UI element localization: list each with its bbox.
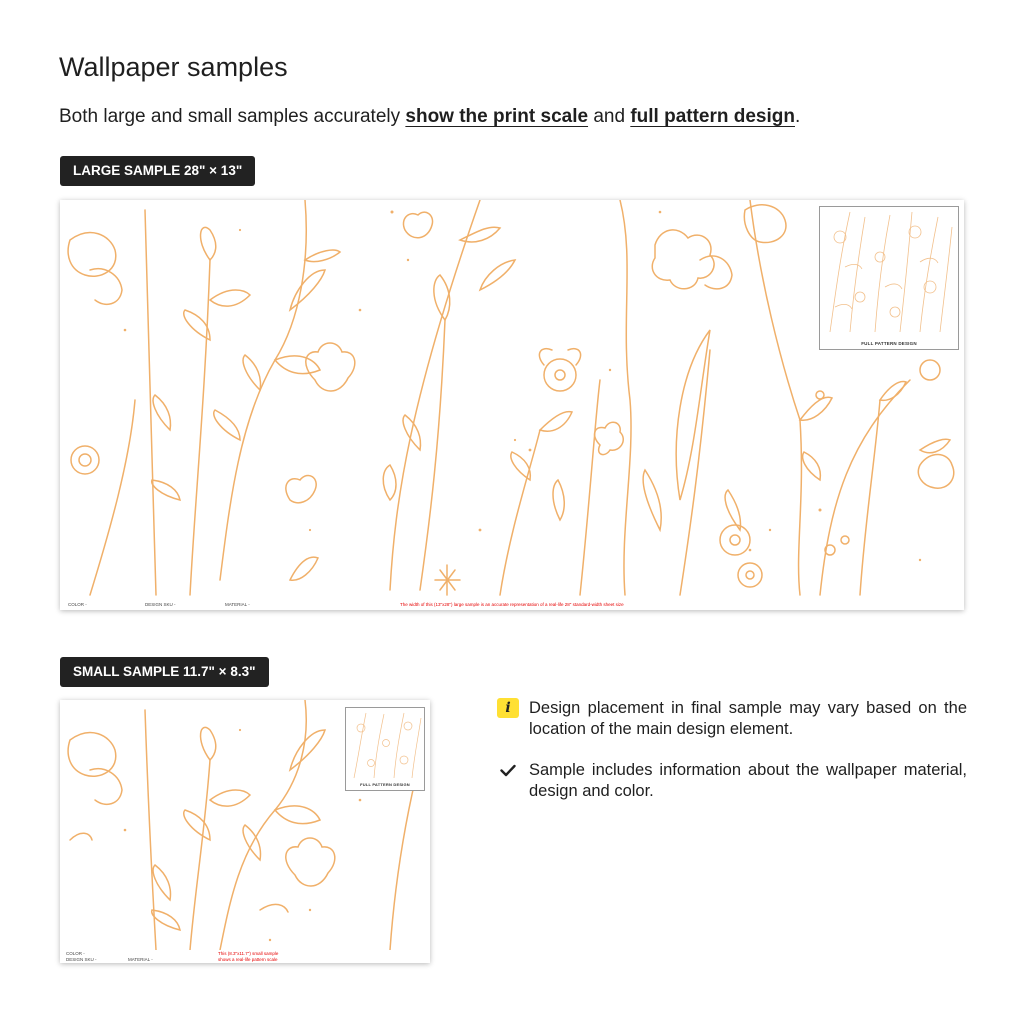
large-sample-tag: LARGE SAMPLE 28" × 13"	[60, 156, 255, 186]
sample-notes	[497, 698, 967, 822]
info-icon: i	[497, 698, 519, 718]
placement-note	[497, 698, 967, 740]
intro-mid: and	[588, 106, 631, 127]
placement-note-text: Design placement in final sample may vary based on the location of the main design element.	[529, 699, 967, 738]
small-full-pattern-inset	[345, 707, 425, 791]
material-label: MATERIAL -	[128, 957, 153, 962]
inset-caption: FULL PATTERN DESIGN	[360, 782, 410, 787]
inset-caption: FULL PATTERN DESIGN	[861, 341, 917, 346]
color-label: COLOR -	[68, 602, 87, 607]
info-included-note	[497, 760, 967, 802]
large-full-pattern-inset	[819, 206, 959, 350]
design-sku-label: DESIGN SKU -	[145, 602, 176, 607]
intro-text	[59, 106, 800, 128]
full-pattern-link: full pattern design	[630, 106, 795, 127]
intro-suffix: .	[795, 106, 801, 127]
info-included-note-text: Sample includes information about the wallpaper material, design and color.	[529, 761, 967, 800]
page-title: Wallpaper samples	[59, 52, 288, 82]
print-scale-link: show the print scale	[405, 106, 589, 127]
design-sku-label: DESIGN SKU -	[66, 957, 97, 962]
full-pattern-thumbnail	[820, 207, 958, 335]
scale-note-line1: This (8.3"x11.7") small sample	[218, 951, 279, 956]
small-sample-card	[60, 700, 430, 963]
color-label: COLOR -	[66, 951, 85, 956]
material-label: MATERIAL -	[225, 602, 250, 607]
scale-note: The width of this (13"x28") large sample is an accurate representation of a real-life 28" standard-width sheet size	[400, 602, 624, 607]
small-sample-tag: SMALL SAMPLE 11.7" × 8.3"	[60, 657, 269, 687]
checkmark-icon	[497, 760, 519, 780]
scale-note-line2: shows a real-life pattern scale	[218, 957, 278, 962]
intro-prefix: Both large and small samples accurately	[59, 106, 406, 127]
large-sample-card	[60, 200, 964, 610]
full-pattern-thumbnail	[346, 708, 424, 780]
